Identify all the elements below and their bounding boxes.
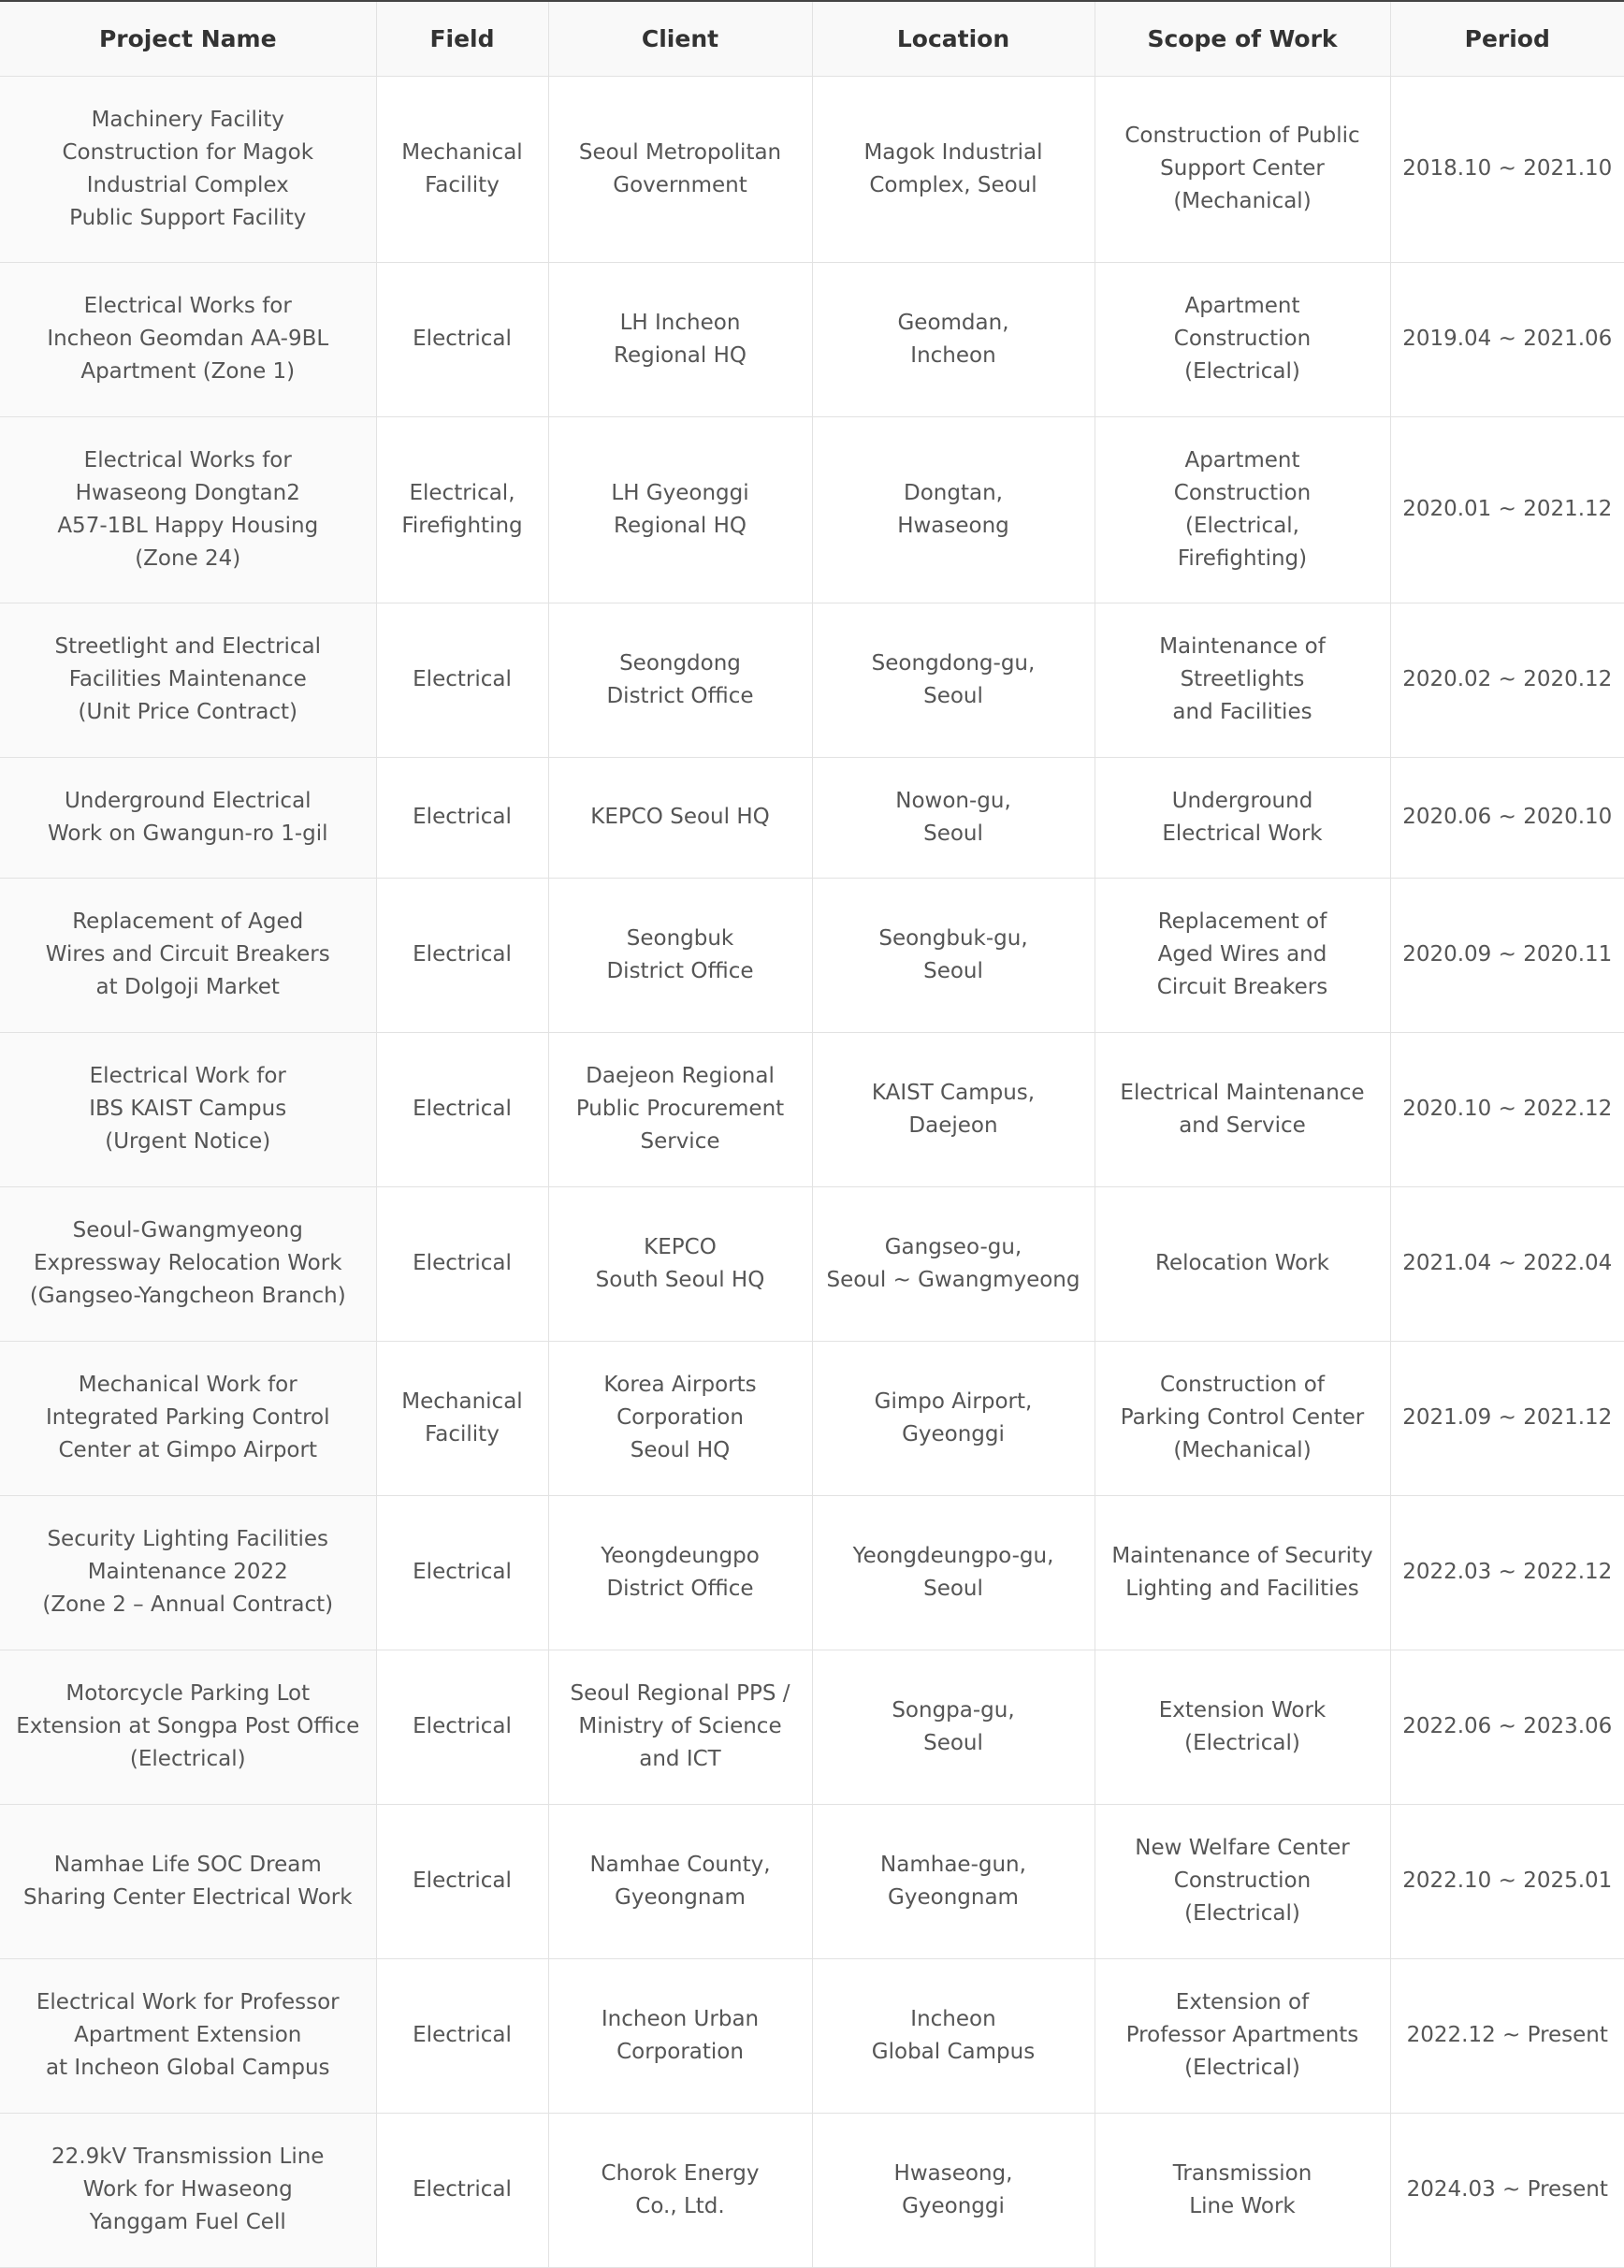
cell-scope-of-work: Maintenance of Streetlights and Facilities <box>1095 603 1390 757</box>
cell-scope-of-work: Extension of Professor Apartments (Electrical) <box>1095 1958 1390 2113</box>
cell-location: Gangseo-gu, Seoul ~ Gwangmyeong <box>812 1186 1095 1341</box>
cell-scope-of-work: Replacement of Aged Wires and Circuit Breakers <box>1095 878 1390 1032</box>
cell-field: Electrical, Firefighting <box>376 416 548 603</box>
cell-scope-of-work: Underground Electrical Work <box>1095 757 1390 878</box>
table-row <box>0 878 1624 1032</box>
cell-project-name: Security Lighting Facilities Maintenance 2022 (Zone 2 – Annual Contract) <box>0 1495 376 1650</box>
cell-location: KAIST Campus, Daejeon <box>812 1032 1095 1186</box>
cell-field: Electrical <box>376 1804 548 1958</box>
cell-period: 2020.09 ~ 2020.11 <box>1390 878 1624 1032</box>
cell-project-name: 22.9kV Transmission Line Work for Hwaseong Yanggam Fuel Cell <box>0 2113 376 2267</box>
table-body <box>0 76 1624 2267</box>
table-row <box>0 2113 1624 2267</box>
cell-project-name: Electrical Works for Incheon Geomdan AA-9BL Apartment (Zone 1) <box>0 262 376 416</box>
cell-client: Seongdong District Office <box>548 603 812 757</box>
cell-scope-of-work: Electrical Maintenance and Service <box>1095 1032 1390 1186</box>
table-row <box>0 1186 1624 1341</box>
cell-scope-of-work: New Welfare Center Construction (Electrical) <box>1095 1804 1390 1958</box>
cell-period: 2024.03 ~ Present <box>1390 2113 1624 2267</box>
cell-period: 2022.12 ~ Present <box>1390 1958 1624 2113</box>
cell-period: 2018.10 ~ 2021.10 <box>1390 76 1624 262</box>
cell-scope-of-work: Maintenance of Security Lighting and Facilities <box>1095 1495 1390 1650</box>
cell-field: Electrical <box>376 1650 548 1804</box>
header-project-name: Project Name <box>0 1 376 76</box>
cell-field: Electrical <box>376 1032 548 1186</box>
cell-location: Magok Industrial Complex, Seoul <box>812 76 1095 262</box>
table-row <box>0 1341 1624 1495</box>
cell-client: Seoul Metropolitan Government <box>548 76 812 262</box>
cell-period: 2021.04 ~ 2022.04 <box>1390 1186 1624 1341</box>
cell-scope-of-work: Apartment Construction (Electrical, Firefighting) <box>1095 416 1390 603</box>
cell-location: Nowon-gu, Seoul <box>812 757 1095 878</box>
cell-field: Electrical <box>376 262 548 416</box>
cell-project-name: Seoul-Gwangmyeong Expressway Relocation Work (Gangseo-Yangcheon Branch) <box>0 1186 376 1341</box>
cell-client: Namhae County, Gyeongnam <box>548 1804 812 1958</box>
header-scope-of-work: Scope of Work <box>1095 1 1390 76</box>
header-field: Field <box>376 1 548 76</box>
cell-client: KEPCO South Seoul HQ <box>548 1186 812 1341</box>
cell-period: 2022.06 ~ 2023.06 <box>1390 1650 1624 1804</box>
cell-field: Electrical <box>376 1495 548 1650</box>
cell-period: 2019.04 ~ 2021.06 <box>1390 262 1624 416</box>
cell-client: Seoul Regional PPS / Ministry of Science and ICT <box>548 1650 812 1804</box>
cell-location: Namhae-gun, Gyeongnam <box>812 1804 1095 1958</box>
cell-location: Yeongdeungpo-gu, Seoul <box>812 1495 1095 1650</box>
cell-location: Gimpo Airport, Gyeonggi <box>812 1341 1095 1495</box>
table-row <box>0 76 1624 262</box>
cell-project-name: Machinery Facility Construction for Magok Industrial Complex Public Support Facility <box>0 76 376 262</box>
cell-client: Korea Airports Corporation Seoul HQ <box>548 1341 812 1495</box>
cell-client: Incheon Urban Corporation <box>548 1958 812 2113</box>
table-row <box>0 603 1624 757</box>
header-period: Period <box>1390 1 1624 76</box>
cell-project-name: Electrical Work for IBS KAIST Campus (Urgent Notice) <box>0 1032 376 1186</box>
cell-client: Daejeon Regional Public Procurement Service <box>548 1032 812 1186</box>
cell-project-name: Underground Electrical Work on Gwangun-ro 1-gil <box>0 757 376 878</box>
table-row <box>0 1650 1624 1804</box>
cell-scope-of-work: Apartment Construction (Electrical) <box>1095 262 1390 416</box>
table-row <box>0 1032 1624 1186</box>
cell-field: Mechanical Facility <box>376 76 548 262</box>
cell-location: Hwaseong, Gyeonggi <box>812 2113 1095 2267</box>
cell-location: Geomdan, Incheon <box>812 262 1095 416</box>
cell-period: 2022.03 ~ 2022.12 <box>1390 1495 1624 1650</box>
cell-scope-of-work: Construction of Public Support Center (Mechanical) <box>1095 76 1390 262</box>
table-row <box>0 416 1624 603</box>
cell-field: Mechanical Facility <box>376 1341 548 1495</box>
cell-period: 2021.09 ~ 2021.12 <box>1390 1341 1624 1495</box>
header-row <box>0 1 1624 76</box>
cell-period: 2020.06 ~ 2020.10 <box>1390 757 1624 878</box>
cell-period: 2020.02 ~ 2020.12 <box>1390 603 1624 757</box>
table-row <box>0 757 1624 878</box>
cell-period: 2022.10 ~ 2025.01 <box>1390 1804 1624 1958</box>
cell-field: Electrical <box>376 757 548 878</box>
cell-client: LH Incheon Regional HQ <box>548 262 812 416</box>
table-header <box>0 1 1624 76</box>
table-row <box>0 262 1624 416</box>
cell-client: Chorok Energy Co., Ltd. <box>548 2113 812 2267</box>
table-row <box>0 1495 1624 1650</box>
table-row <box>0 1804 1624 1958</box>
cell-project-name: Mechanical Work for Integrated Parking Control Center at Gimpo Airport <box>0 1341 376 1495</box>
cell-project-name: Replacement of Aged Wires and Circuit Breakers at Dolgoji Market <box>0 878 376 1032</box>
cell-field: Electrical <box>376 1186 548 1341</box>
cell-period: 2020.01 ~ 2021.12 <box>1390 416 1624 603</box>
cell-project-name: Electrical Work for Professor Apartment Extension at Incheon Global Campus <box>0 1958 376 2113</box>
cell-field: Electrical <box>376 878 548 1032</box>
header-location: Location <box>812 1 1095 76</box>
cell-field: Electrical <box>376 2113 548 2267</box>
cell-field: Electrical <box>376 1958 548 2113</box>
cell-client: Yeongdeungpo District Office <box>548 1495 812 1650</box>
cell-scope-of-work: Transmission Line Work <box>1095 2113 1390 2267</box>
cell-project-name: Namhae Life SOC Dream Sharing Center Electrical Work <box>0 1804 376 1958</box>
cell-project-name: Motorcycle Parking Lot Extension at Songpa Post Office (Electrical) <box>0 1650 376 1804</box>
cell-client: LH Gyeonggi Regional HQ <box>548 416 812 603</box>
cell-field: Electrical <box>376 603 548 757</box>
cell-scope-of-work: Construction of Parking Control Center (Mechanical) <box>1095 1341 1390 1495</box>
cell-location: Songpa-gu, Seoul <box>812 1650 1095 1804</box>
cell-location: Dongtan, Hwaseong <box>812 416 1095 603</box>
header-client: Client <box>548 1 812 76</box>
cell-location: Incheon Global Campus <box>812 1958 1095 2113</box>
table-row <box>0 1958 1624 2113</box>
cell-client: KEPCO Seoul HQ <box>548 757 812 878</box>
cell-period: 2020.10 ~ 2022.12 <box>1390 1032 1624 1186</box>
cell-project-name: Electrical Works for Hwaseong Dongtan2 A57-1BL Happy Housing (Zone 24) <box>0 416 376 603</box>
cell-location: Seongbuk-gu, Seoul <box>812 878 1095 1032</box>
cell-client: Seongbuk District Office <box>548 878 812 1032</box>
cell-scope-of-work: Extension Work (Electrical) <box>1095 1650 1390 1804</box>
cell-scope-of-work: Relocation Work <box>1095 1186 1390 1341</box>
cell-project-name: Streetlight and Electrical Facilities Maintenance (Unit Price Contract) <box>0 603 376 757</box>
cell-location: Seongdong-gu, Seoul <box>812 603 1095 757</box>
